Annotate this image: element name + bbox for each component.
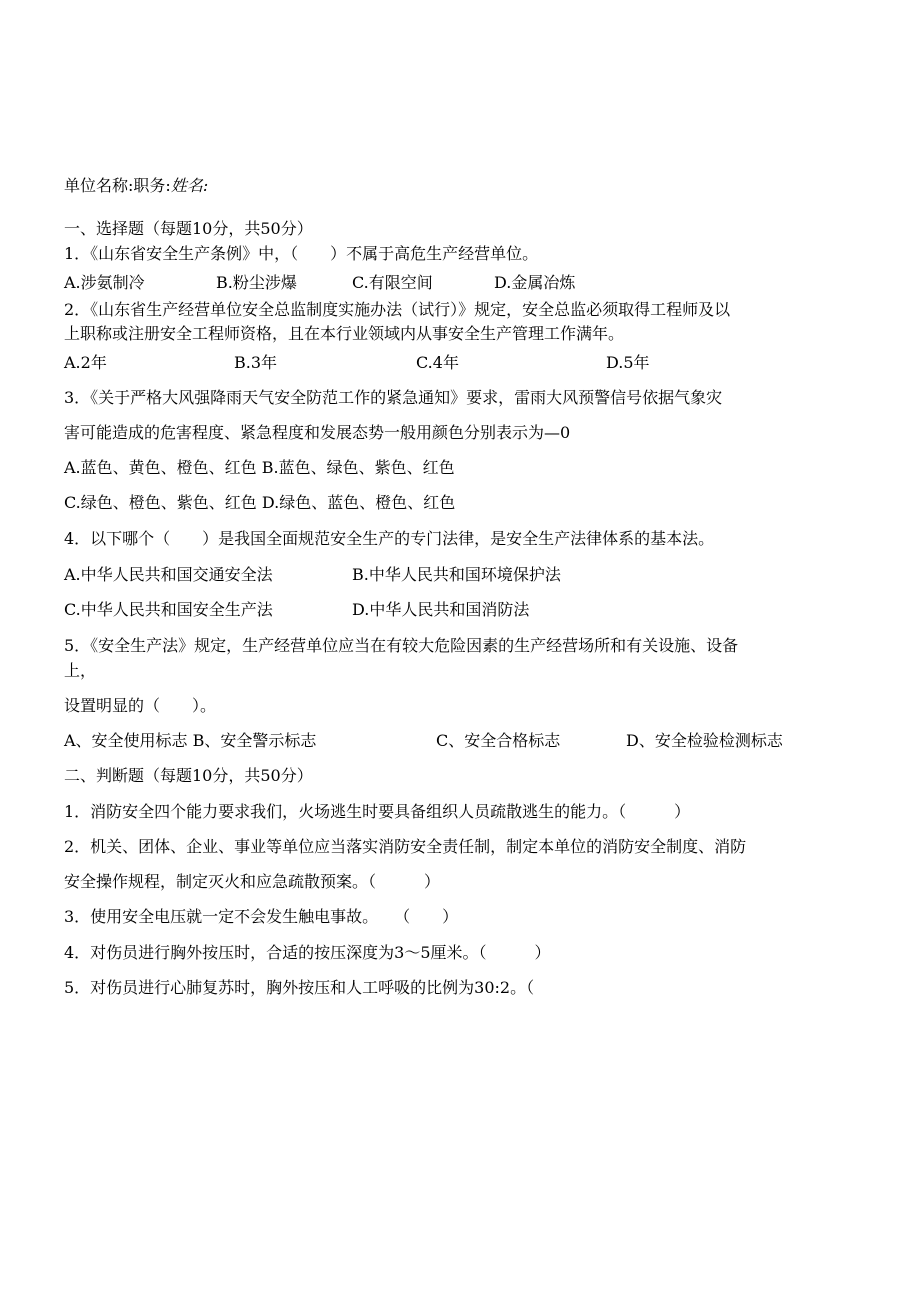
q2-text-line2: 上职称或注册安全工程师资格，且在本行业领域内从事安全生产管理工作满年。 [64, 324, 625, 343]
tf-q5: 5．对伤员进行心肺复苏时，胸外按压和人工呼吸的比例为30:2。（ [64, 978, 535, 997]
q3-options-line2: C.绿色、橙色、紫色、红色 D.绿色、蓝色、橙色、红色 [64, 493, 456, 512]
q3-text-line1: 3．《关于严格大风强降雨天气安全防范工作的紧急通知》要求，雷雨大风预警信号依据气象灾 [64, 388, 723, 407]
q4-option-b: B.中华人民共和国环境保护法 [352, 565, 561, 584]
tf-q2-line1: 2．机关、团体、企业、事业等单位应当落实消防安全责任制，制定本单位的消防安全制度、消防 [64, 837, 747, 856]
q2-option-c: C.4年 [416, 353, 459, 372]
q1-option-d: D.金属冶炼 [494, 273, 576, 292]
q4-option-a: A.中华人民共和国交通安全法 [64, 565, 273, 584]
q5-option-d: D、安全检验检测标志 [626, 731, 783, 750]
q4-text: 4．以下哪个（ ）是我国全面规范安全生产的专门法律，是安全生产法律体系的基本法。 [64, 529, 715, 548]
position-label: 职务: [133, 176, 171, 195]
q1-option-a: A.涉氨制冷 [64, 273, 145, 292]
section2-title: 二、判断题（每题10分，共50分） [64, 766, 313, 785]
q5-option-ab: A、安全使用标志 B、安全警示标志 [64, 731, 317, 750]
q5-text-line1: 5．《安全生产法》规定，生产经营单位应当在有较大危险因素的生产经营场所和有关设施、设备 [64, 636, 739, 655]
section1-title: 一、选择题（每题10分，共50分） [64, 219, 313, 238]
q3-text-line2: 害可能造成的危害程度、紧急程度和发展态势一般用颜色分别表示为—0 [64, 423, 571, 442]
q4-option-c: C.中华人民共和国安全生产法 [64, 600, 273, 619]
unit-label: 单位名称: [64, 176, 134, 195]
q5-option-c: C、安全合格标志 [436, 731, 561, 750]
q2-option-b: B.3年 [234, 353, 278, 372]
q2-text-line1: 2．《山东省生产经营单位安全总监制度实施办法（试行）》规定，安全总监必须取得工程师及以 [64, 300, 731, 319]
q2-option-d: D.5年 [606, 353, 650, 372]
q3-options-line1: A.蓝色、黄色、橙色、红色 B.蓝色、绿色、紫色、红色 [64, 458, 455, 477]
name-label: 姓名: [170, 176, 209, 195]
tf-q2-line2: 安全操作规程，制定灭火和应急疏散预案。（ ） [64, 872, 441, 891]
q1-text: 1．《山东省安全生产条例》中，（ ）不属于高危生产经营单位。 [64, 244, 539, 263]
q1-option-c: C.有限空间 [352, 273, 433, 292]
tf-q1: 1．消防安全四个能力要求我们，火场逃生时要具备组织人员疏散逃生的能力。（ ） [64, 802, 691, 821]
q5-text-line2: 上， [64, 661, 97, 680]
tf-q3: 3．使用安全电压就一定不会发生触电事故。 （ ） [64, 907, 459, 926]
header-line [64, 176, 208, 196]
q2-option-a: A.2年 [64, 353, 107, 372]
q1-option-b: B.粉尘涉爆 [216, 273, 297, 292]
tf-q4: 4．对伤员进行胸外按压时，合适的按压深度为3～5厘米。（ ） [64, 943, 551, 962]
q4-option-d: D.中华人民共和国消防法 [352, 600, 530, 619]
q5-text-line3: 设置明显的（ ）。 [64, 696, 217, 715]
